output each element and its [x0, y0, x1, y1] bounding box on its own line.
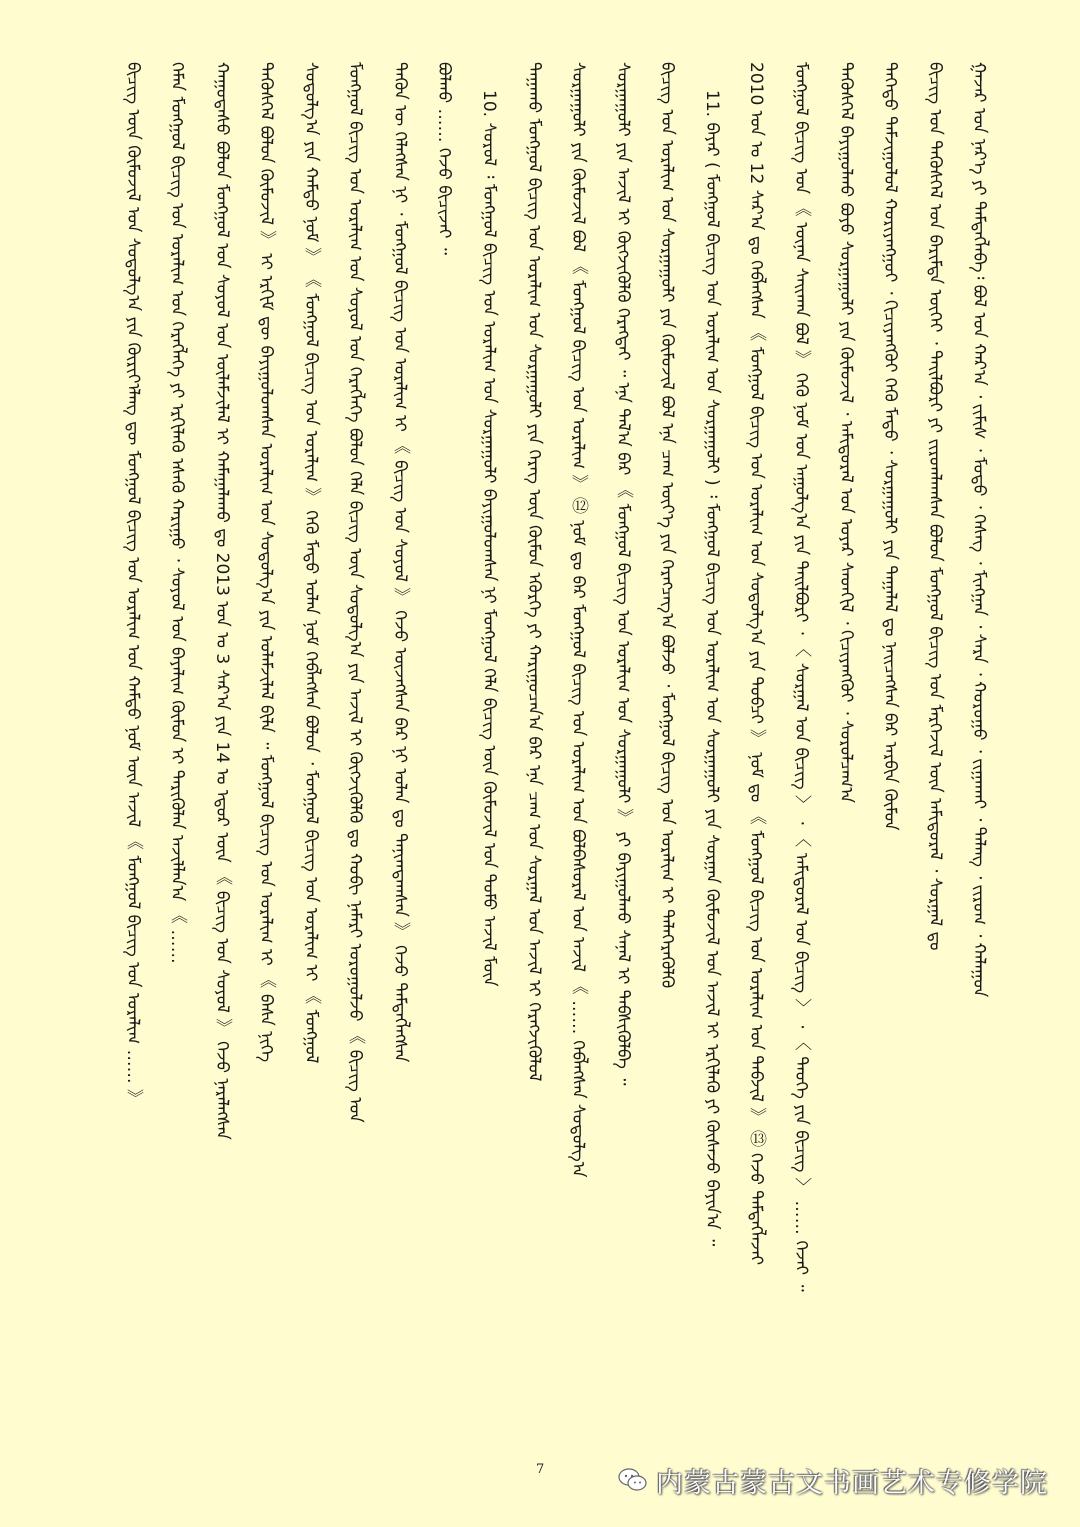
- text-column: ᠰᠤᠷᠭᠠᠭᠤᠯᠢ ᠶᠢᠨ ᠠᠵᠢᠯ ᠢ ᠬᠦᠭᠵᠢᠭᠦᠯᠬᠦ ᠬᠡᠷᠡᠭᠲᠡᠢ ᠃ ᠡᠨᠡ ᠲᠠᠯ᠎ᠠ ᠪᠠᠷ 《 ᠮᠣᠩᠭᠣᠯ ᠪᠢᠴᠢᠭ᠌ ᠤᠨ ᠤᠷᠠᠯᠢᠭ ᠤᠨ ᠰᠤᠷᠭᠠᠭᠤᠯᠢ 》 ᠶᠢ ᠪᠠᠶᠢᠭᠤᠯᠬᠤ ᠰᠠᠨᠠᠯ ᠢ ᠳᠡᠪᠰᠢᠭᠦᠯᠪᠡ ᠃: [613, 62, 633, 1086]
- watermark: [618, 1462, 1048, 1498]
- text-column: ᠪᠢᠴᠢᠭ᠌ ᠦᠨ ᠬᠦᠮᠦᠵᠢᠯ ᠤᠨ ᠰᠤᠳᠤᠯᠭ᠎ᠠ ᠶᠢᠨ ᠬᠦᠷᠢᠶ᠎ᠡᠯᠡᠩ ᠳᠦ ᠮᠣᠩᠭᠣᠯ ᠪᠢᠴᠢᠭ᠌ ᠤᠨ ᠤᠷᠠᠯᠢᠭ ᠤᠨ ᠬᠠᠮᠲᠤ ᠨᠣᠮ ᠦᠨ ᠠᠵᠢᠯ 《 ᠮᠣᠩᠭᠣᠯ ᠪᠢᠴᠢᠭ᠌ ᠤᠨ ᠤᠷᠠᠯᠢᠭ …… 》: [123, 62, 143, 1107]
- watermark-text: 内蒙古蒙古文书画艺术专修学院: [656, 1467, 1048, 1499]
- text-column: 11. ᠪᠠᠶᠠᠷ ( ᠮᠣᠩᠭᠣᠯ ᠪᠢᠴᠢᠭ᠌ ᠤᠨ ᠤᠷᠠᠯᠢᠭ ᠤᠨ ᠰᠤᠷᠭᠠᠭᠤᠯᠢ ) ᠄ ᠮᠣᠩᠭᠣᠯ ᠪᠢᠴᠢᠭ᠌ ᠤᠨ ᠤᠷᠠᠯᠢᠭ ᠤᠨ ᠰᠤᠷᠭᠠᠭᠤᠯᠢ ᠶᠢᠨ ᠰᠤᠷᠭᠠᠨ ᠬᠦᠮᠦᠵᠢᠯ ᠤᠨ ᠠᠵᠢᠯ ᠢ ᠡᠷᠬᠢᠯᠡᠬᠦ ᠶᠢ ᠬᠦᠰᠡᠵᠦ ᠪᠠᠶᠢᠨ᠎ᠠ ᠃: [702, 90, 722, 1247]
- wechat-icon: [618, 1467, 648, 1493]
- text-column: ᠬᠠᠭᠤᠳᠠᠰᠤ ᠪᠣᠯᠤᠨ ᠮᠣᠩᠭᠣᠯ ᠤᠨ ᠰᠣᠶᠤᠯ ᠤᠨ ᠦᠯᠡᠮᠵᠢᠯᠡᠯ ᠢ ᠬᠠᠮᠠᠭᠠᠯᠠᠬᠤ ᠳᠤ 2013 ᠣᠨ ᠤ 3 ᠰᠠᠷ᠎ᠠ ᠶᠢᠨ 14 ᠤ ᠡᠳᠦᠷ ᠦᠨ 《 ᠪᠢᠴᠢᠭ᠌ ᠤᠨ ᠰᠣᠶᠤᠯ 》 ᠭᠡᠵᠦ ᠨᠡᠷᠡᠯᠡᠭᠰᠡᠨ: [212, 62, 232, 1140]
- text-column: ᠲᠡᠭᠦᠨ ᠦ ᠬᠡᠯᠡᠭᠰᠡᠨ ᠨᠢ ᠂ ᠮᠣᠩᠭᠣᠯ ᠪᠢᠴᠢᠭ᠌ ᠤᠨ ᠤᠷᠠᠯᠢᠭ ᠢ 《 ᠪᠢᠴᠢᠭ᠌ ᠤᠨ ᠰᠣᠶᠤᠯ 》 ᠭᠡᠵᠦ ᠦᠵᠡᠭᠰᠡᠨ ᠪᠡᠷ ᠨᠢ ᠣᠯᠠᠨ ᠳᠤ ᠲᠠᠨᠢᠭᠳᠠᠭᠰᠠᠨ 》 ᠭᠡᠵᠦ ᠲᠡᠮᠳᠡᠭᠯᠡᠭᠰᠡᠨ: [390, 62, 410, 1063]
- text-column: ᠭᠠᠵᠠᠷ ᠤᠨ ᠨᠡᠷ᠎ᠡ ᠶᠢ ᠲᠡᠮᠳᠡᠭᠯᠡᠪᠡ᠄ ᠪᠣᠯ ᠤᠨ ᠬᠠᠷ᠎ᠠ ᠂ ᠵᠢᠮᠢᠰ ᠂ ᠮᠣᠳᠣ ᠂ ᠬᠡᠰᠡᠭ ᠂ ᠮᠢᠩᠭᠠᠨ ᠂ ᠰᠠᠷᠠ ᠂ ᠬᠤᠷᠤᠭᠤ ᠂ ᠵᠢᠭᠠᠬᠠᠢ ᠂ ᠳᠡᠯᠡᠩ ᠂ ᠵᠢᠷᠤᠭ ᠂ ᠬᠠᠯᠠᠭᠤᠨ: [969, 62, 989, 998]
- mongolian-text-block: [87, 62, 992, 1462]
- text-column: ᠳᠠᠭᠠᠬᠤ ᠮᠣᠩᠭᠣᠯ ᠪᠢᠴᠢᠭ᠌ ᠤᠨ ᠤᠷᠠᠯᠢᠭ ᠤᠨ ᠰᠤᠷᠭᠠᠭᠤᠯᠢ ᠶᠢᠨ ᠬᠡᠷᠡᠭ ᠦᠨ ᠬᠦᠮᠦᠨ ᠡᠭᠦᠷᠭᠡ ᠶᠢ ᠬᠠᠷᠢᠭᠤᠴᠠᠨ᠎ᠠ ᠪᠡᠷ ᠡᠨᠡ ᠴᠠᠭ ᠤᠨ ᠰᠤᠷᠭᠠᠯ ᠤᠨ ᠠᠵᠢᠯ ᠢ ᠬᠡᠷᠡᠭᠵᠢᠭᠦᠯᠦᠯ: [524, 62, 544, 1082]
- page-number: 7: [536, 1462, 545, 1477]
- text-column: ᠪᠢᠴᠢᠭ᠌ ᠤᠨ ᠤᠷᠠᠯᠢᠭ ᠤᠨ ᠰᠤᠷᠭᠠᠭᠤᠯᠢ ᠶᠢᠨ ᠬᠦᠮᠦᠵᠢᠯ ᠪᠤᠯ ᠡᠨᠡ ᠴᠠᠭ ᠦᠶ᠎ᠡ ᠶᠢᠨ ᠬᠡᠷᠡᠭᠴᠡᠭ᠎ᠠ ᠪᠣᠯᠵᠤ ᠂ ᠮᠣᠩᠭᠣᠯ ᠪᠢᠴᠢᠭ᠌ ᠤᠨ ᠤᠷᠠᠯᠢᠭ ᠢ ᠳᠡᠯᠡᠭᠡᠷᠡᠭᠦᠯᠬᠦ: [657, 62, 677, 989]
- text-column: ᠲᠡᠭᠦᠰᠬᠡᠯ ᠪᠣᠯᠤᠨ ᠬᠦᠮᠦᠵᠢᠯ 》 ᠢ ᠡᠷᠬᠢᠮ ᠳᠦ ᠪᠠᠶᠢᠭᠤᠯᠤᠭᠰᠠᠨ ᠤᠷᠠᠯᠢᠭ ᠤᠨ ᠰᠤᠳᠤᠯᠭ᠎ᠠ ᠶᠢᠨ ᠤᠯᠠᠮᠵᠢᠯᠠᠯ ᠪᠢᠯᠡ ᠃ ᠮᠣᠩᠭᠣᠯ ᠪᠢᠴᠢᠭ᠌ ᠤᠨ ᠤᠷᠠᠯᠢᠭ ᠢ 《 ᠪᠠᠰᠠ ᠨᠢᠭᠡ: [256, 62, 276, 1063]
- text-column: ᠪᠢᠴᠢᠭ᠌ ᠤᠨ ᠲᠡᠭᠦᠰᠬᠡᠯ ᠤᠨ ᠪᠠᠷᠢᠮᠲᠠ ᠦᠬᠡᠢ ᠂ ᠲᠠᠢᠯᠪᠤᠷᠢ ᠶᠢ ᠵᠢᠷᠤᠭᠯᠠᠭᠰᠠᠨ ᠪᠤᠯᠤᠨ ᠮᠣᠩᠭᠣᠯ ᠪᠢᠴᠢᠭ᠌ ᠤᠨ ᠮᠡᠷᠭᠡᠵᠢᠯ ᠦᠨ ᠠᠮᠢᠳᠤᠷᠠᠯ ᠂ ᠰᠤᠷᠭᠠᠯ ᠳᠤ: [925, 62, 945, 951]
- text-column: 10. ᠰᠤᠷᠤᠯ ᠄ ᠮᠣᠩᠭᠣᠯ ᠪᠢᠴᠢᠭ᠌ ᠤᠨ ᠤᠷᠠᠯᠢᠭ ᠤᠨ ᠰᠤᠷᠭᠠᠭᠤᠯᠢ ᠪᠠᠶᠢᠭᠤᠯᠤᠭᠰᠠᠨ ᠨᠢ ᠮᠣᠩᠭᠣᠯ ᠬᠡᠯᠡ ᠪᠢᠴᠢᠭ᠌ ᠦᠨ ᠬᠦᠮᠦᠵᠢᠯ ᠤᠨ ᠲᠣᠮᠣ ᠠᠵᠢᠯ ᠮᠦᠨ: [479, 90, 499, 987]
- text-column: ᠬᠡᠮᠡᠨ ᠮᠣᠩᠭᠣᠯ ᠪᠢᠴᠢᠭ᠌ ᠤᠨ ᠤᠷᠠᠯᠢᠭ ᠤᠨ ᠬᠡᠷᠡᠭᠯᠡᠭᠡ ᠶᠢ ᠡᠷᠬᠢᠯᠡᠬᠦ ᠡᠰᠡᠬᠦ ᠬᠠᠷᠢᠭᠤ ᠂ ᠰᠣᠶᠤᠯ ᠤᠨ ᠪᠠᠶᠠᠯᠢᠭ ᠬᠦᠮᠦᠨ ᠢ ᠲᠡᠷᠢᠭᠦᠯᠡᠨ ᠠᠵᠢᠯᠯᠠᠨ᠎ᠠ 《 ……: [167, 62, 187, 964]
- text-column: ᠳᠡᠭᠡᠳᠦ ᠳᠠᠮᠵᠢᠭᠤᠯᠤᠯ ᠬᠣᠷᠢᠶᠠᠩᠭᠤᠢ ᠂ ᠬᠢᠴᠢᠶᠡᠩᠭᠦᠢ ᠭᠡᠬᠦ ᠮᠡᠲᠦ ᠂ ᠰᠤᠷᠭᠠᠭᠤᠯᠢ ᠶᠢᠨ ᠲᠠᠭᠠᠯᠠᠯ ᠳᠤ ᠨᠡᠢᠴᠡᠭᠰᠡᠨ ᠪᠡᠷ ᠠᠷᠪᠢᠨ ᠬᠦᠮᠦᠨ: [880, 62, 900, 831]
- text-column: ᠮᠣᠩᠭᠣᠯ ᠪᠢᠴᠢᠭ᠌ ᠤᠨ 《 ᠦᠨᠡᠨ ᠰᠠᠢᠬᠠᠨ ᠪᠣᠯ 》 ᠭᠡᠬᠦ ᠨᠣᠮ ᠤᠨ ᠠᠭᠤᠯᠭ᠎ᠠ ᠶᠢᠨ ᠲᠠᠢᠯᠪᠤᠷᠢ ᠂ 〈 ᠰᠤᠷᠭᠠᠯ ᠤᠨ ᠪᠢᠴᠢᠭ᠌ 〉 ᠂ 〈 ᠠᠮᠢᠳᠤᠷᠠᠯ ᠤᠨ ᠪᠢᠴᠢᠭ᠌ 〉 ᠂ 〈 ᠲᠡᠦᠬᠡ ᠶᠢᠨ ᠪᠢᠴᠢᠭ᠌ 〉 …… ᠭᠡᠵᠡᠢ ᠃: [791, 62, 811, 1292]
- text-column: ᠰᠤᠷᠭᠠᠭᠤᠯᠢ ᠶᠢᠨ ᠬᠦᠮᠦᠵᠢᠯ ᠪᠣᠯ 《 ᠮᠣᠩᠭᠣᠯ ᠪᠢᠴᠢᠭ᠌ ᠤᠨ ᠤᠷᠠᠯᠢᠭ 》 ⑫ ᠨᠣᠮ ᠳᠤ ᠪᠠᠷ ᠮᠣᠩᠭᠣᠯ ᠪᠢᠴᠢᠭ᠌ ᠤᠨ ᠤᠷᠠᠯᠢᠭ ᠤᠨ ᠪᠣᠯᠪᠠᠰᠤᠷᠠᠯ ᠤᠨ ᠠᠵᠢᠯ 《 …… ᠬᠡᠪᠯᠡᠭᠰᠡᠨ ᠰᠤᠳᠤᠯᠭ᠎ᠠ: [568, 62, 588, 1178]
- text-column: ᠮᠣᠩᠭᠣᠯ ᠪᠢᠴᠢᠭ᠌ ᠤᠨ ᠤᠷᠠᠯᠢᠭ ᠤᠨ ᠰᠣᠶᠤᠯ ᠤᠨ ᠬᠡᠷᠡᠭᠯᠡᠭᠡ ᠪᠣᠯᠤᠨ ᠬᠡᠯᠡ ᠪᠢᠴᠢᠭ᠌ ᠦᠨ ᠰᠤᠳᠤᠯᠭ᠎ᠠ ᠶᠢᠨ ᠠᠵᠢᠯ ᠢ ᠬᠦᠭᠵᠢᠭᠦᠯᠬᠦ ᠳᠤ ᠬᠤᠪᠢ ᠨᠡᠮᠡᠷᠢ ᠣᠷᠤᠭᠤᠯᠵᠤ 《 ᠪᠢᠴᠢᠭ᠌ ᠤᠨ: [345, 62, 365, 1123]
- text-column: 2010 ᠣᠨ ᠤ 12 ᠰᠠᠷ᠎ᠠ ᠳᠤ ᠬᠡᠪᠯᠡᠭᠰᠡᠨ 《 ᠮᠣᠩᠭᠣᠯ ᠪᠢᠴᠢᠭ᠌ ᠤᠨ ᠤᠷᠠᠯᠢᠭ ᠤᠨ ᠰᠤᠳᠤᠯᠭ᠎ᠠ ᠶᠢᠨ ᠲᠣᠪᠴᠢ 》 ᠨᠣᠮ ᠳᠤ 《 ᠮᠣᠩᠭᠣᠯ ᠪᠢᠴᠢᠭ᠌ ᠤᠨ ᠤᠷᠠᠯᠢᠭ ᠤᠨ ᠳᠡᠪᠵᠢᠯ 》 ⑬ ᠭᠡᠵᠦ ᠲᠡᠮᠳᠡᠭᠯᠡᠵᠡᠢ: [746, 62, 766, 1266]
- text-column: ᠰᠤᠳᠤᠯᠭ᠎ᠠ ᠶᠢᠨ ᠬᠠᠮᠲᠤ ᠨᠣᠮ 》 《 ᠮᠣᠩᠭᠣᠯ ᠪᠢᠴᠢᠭ᠌ ᠤᠨ ᠤᠷᠠᠯᠢᠭ 》 ᠭᠡᠬᠦ ᠮᠡᠲᠦ ᠣᠯᠠᠨ ᠨᠣᠮ ᠬᠡᠪᠯᠡᠭᠰᠡᠨ ᠪᠣᠯᠤᠨ ᠂ ᠮᠣᠩᠭᠣᠯ ᠪᠢᠴᠢᠭ᠌ ᠤᠨ ᠤᠷᠠᠯᠢᠭ ᠢ 《 ᠮᠣᠩᠭᠣᠯ: [301, 62, 321, 1064]
- text-column: ᠪᠣᠯᠬᠤ …… ᠭᠡᠵᠦ ᠪᠢᠴᠢᠵᠡᠢ ᠃: [434, 62, 454, 255]
- text-column: ᠲᠡᠭᠦᠰᠬᠡᠯ ᠪᠠᠶᠢᠭᠤᠯᠬᠤ ᠪᠤᠶᠤ ᠰᠤᠷᠭᠠᠭᠤᠯᠢ ᠶᠢᠨ ᠬᠦᠮᠦᠵᠢᠯ ᠂ ᠠᠮᠢᠳᠤᠷᠠᠯ ᠤᠨ ᠤᠶᠠᠷ ᠰᠡᠳᠬᠢᠯ ᠂ ᠬᠢᠴᠢᠶᠡᠩᠭᠦᠢ ᠂ ᠰᠤᠷᠤᠯᠴᠠᠭ᠎ᠠ: [836, 62, 856, 804]
